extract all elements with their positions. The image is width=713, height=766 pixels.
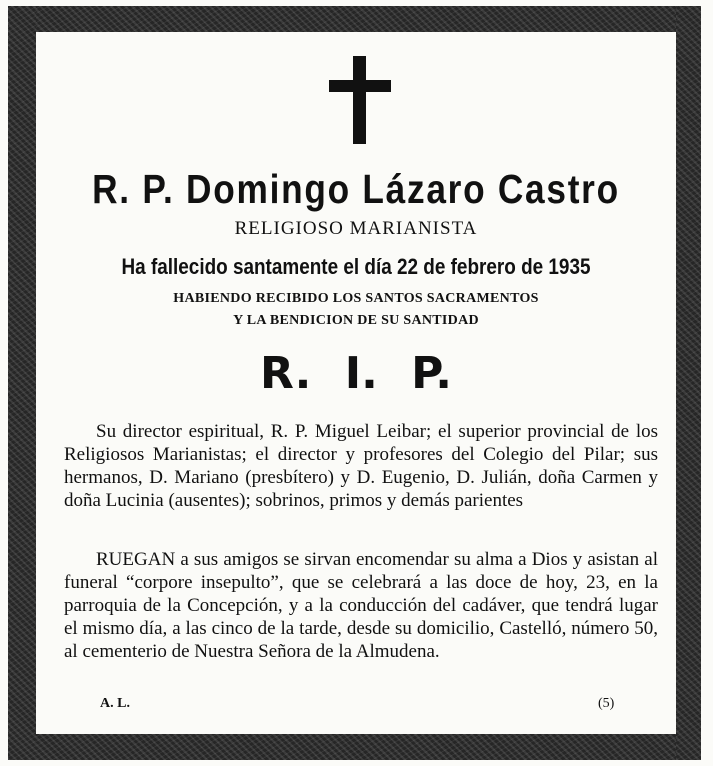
deceased-name: R. P. Domingo Lázaro Castro (92, 166, 620, 212)
border-top (8, 6, 701, 32)
border-left (8, 6, 36, 760)
rip-heading: R. I. P. (259, 348, 453, 399)
sacraments-line-1: HABIENDO RECIBIDO LOS SANTOS SACRAMENTOS (173, 291, 539, 306)
cross-icon (329, 56, 391, 144)
notice-number: (5) (598, 696, 615, 711)
mourners-paragraph: Su director espiritual, R. P. Miguel Leibar; el superior provincial de los Religiosos Marianistas; el director y profesores del Colegio del Pilar; sus hermanos, D. Mariano (presbítero) y D. Eugenio, D. Julián, doña Carmen y doña Lucinia (ausentes); sobrinos, primos y demás parientes (64, 421, 658, 511)
death-date-line: Ha fallecido santamente el día 22 de febrero de 1935 (121, 254, 591, 279)
obituary-notice (36, 32, 676, 734)
sacraments-line-2: Y LA BENDICION DE SU SANTIDAD (233, 313, 479, 328)
border-right (676, 6, 701, 760)
agency-initials: A. L. (100, 696, 130, 711)
border-bottom (8, 734, 701, 760)
funeral-request-paragraph: RUEGAN a sus amigos se sirvan encomendar su alma a Dios y asistan al funeral “corpore insepulto”, que se celebrará a las doce de hoy, 23, en la parroquia de la Concepción, y a la conducción del cadáver, que tendrá lugar el mismo día, a las cinco de la tarde, desde su domicilio, Castelló, número 50, al cementerio de Nuestra Señora de la Almudena. (64, 549, 658, 662)
religious-order: RELIGIOSO MARIANISTA (234, 218, 478, 239)
